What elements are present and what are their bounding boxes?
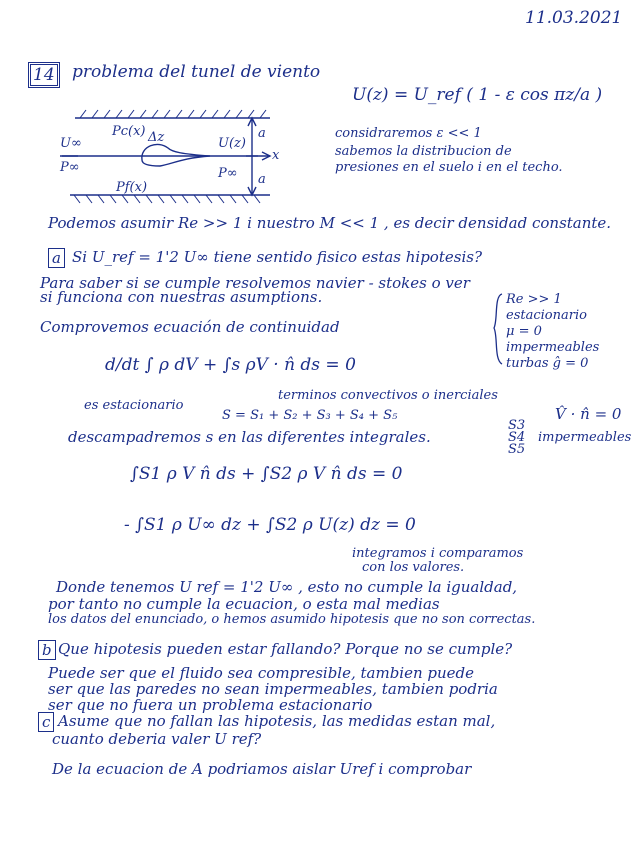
part-a-question: Si U_ref = 1'2 U∞ tiene sentido fisico estas hipotesis?: [72, 248, 482, 266]
integrate-note-2: con los valores.: [362, 560, 465, 575]
label-delta-z: Δz: [148, 130, 165, 145]
part-a-line-2: Para saber si se cumple resolvemos navier - stokes o ver: [40, 274, 470, 292]
problem-title: problema del tunel de viento: [72, 62, 321, 82]
part-b-question: Que hipotesis pueden estar fallando? Porque no se cumple?: [58, 640, 513, 658]
v-dot-n: V̂ · n̂ = 0: [555, 405, 622, 423]
part-c-label: c: [38, 712, 54, 732]
part-b-label: b: [38, 640, 56, 660]
label-u-inf: U∞: [60, 136, 82, 151]
hypothesis-4: impermeables: [506, 340, 600, 355]
s4-label: S4: [508, 430, 526, 445]
s5-label: S5: [508, 442, 526, 457]
impermeable-label: impermeables: [538, 430, 632, 445]
note-stationary: es estacionario: [84, 398, 184, 413]
part-c-line-2: cuanto deberia valer U ref?: [52, 730, 262, 748]
hypothesis-5: turbas ĝ = 0: [506, 356, 589, 371]
part-b-line-2: Puede ser que el fluido sea compresible, tambien puede: [48, 664, 475, 682]
main-formula: U(z) = U_ref ( 1 - ε cos πz/a ): [352, 85, 603, 105]
equation-3: - ∫S1 ρ U∞ dz + ∫S2 ρ U(z) dz = 0: [124, 515, 416, 535]
part-c-line-3: De la ecuacion de A podriamos aislar Uref i comprobar: [52, 760, 472, 778]
conclusion-line-1: Donde tenemos U ref = 1'2 U∞ , esto no cumple la igualdad,: [56, 578, 518, 596]
decompose-line: descampadremos s en las diferentes integrales.: [68, 428, 431, 446]
part-a-line-3: si funciona con nuestras asumptions.: [40, 288, 323, 306]
label-a-bottom: a: [258, 172, 266, 187]
part-b-line-4: ser que no fuera un problema estacionario: [48, 696, 373, 714]
label-p-inf-right: P∞: [218, 166, 238, 181]
label-pc: Pc(x): [112, 124, 146, 139]
assumption-line-1: considraremos ε << 1: [335, 126, 482, 141]
assumption-line-3: presiones en el suelo i en el techo.: [335, 160, 563, 175]
assumption-line-2: sabemos la distribucion de: [335, 144, 512, 159]
hypothesis-2: estacionario: [506, 308, 587, 323]
equation-2: ∫S1 ρ V n̂ ds + ∫S2 ρ V n̂ ds = 0: [130, 464, 403, 484]
date: 11.03.2021: [525, 8, 623, 28]
part-c-question: Asume que no fallan las hipotesis, las medidas estan mal,: [58, 712, 496, 730]
surfaces-sum: S = S₁ + S₂ + S₃ + S₄ + S₅: [222, 408, 398, 423]
label-u-z: U(z): [218, 136, 246, 151]
intro-line: Podemos asumir Re >> 1 i nuestro M << 1 , es decir densidad constante.: [48, 214, 612, 232]
conclusion-line-3: los datos del enunciado, o hemos asumido hipotesis que no son correctas.: [48, 612, 536, 627]
conclusion-line-2: por tanto no cumple la ecuacion, o esta mal medias: [48, 595, 440, 613]
part-a-label: a: [48, 248, 65, 268]
label-x-axis: x: [272, 148, 280, 163]
label-p-inf: P∞: [60, 160, 80, 175]
label-pf: Pf(x): [116, 180, 148, 195]
hypothesis-1: Re >> 1: [506, 292, 562, 307]
label-a-top: a: [258, 126, 266, 141]
integrate-note-1: integramos i comparamos: [352, 546, 524, 561]
note-convective: terminos convectivos o inerciales: [278, 388, 498, 403]
continuity-heading: Comprovemos ecuación de continuidad: [40, 318, 340, 336]
hypothesis-3: μ = 0: [506, 324, 542, 339]
part-b-line-3: ser que las paredes no sean impermeables, tambien podria: [48, 680, 498, 698]
equation-1: d/dt ∫ ρ dV + ∫s ρV · n̂ ds = 0: [105, 355, 356, 375]
problem-number: 14: [28, 62, 60, 88]
s3-label: S3: [508, 418, 526, 433]
